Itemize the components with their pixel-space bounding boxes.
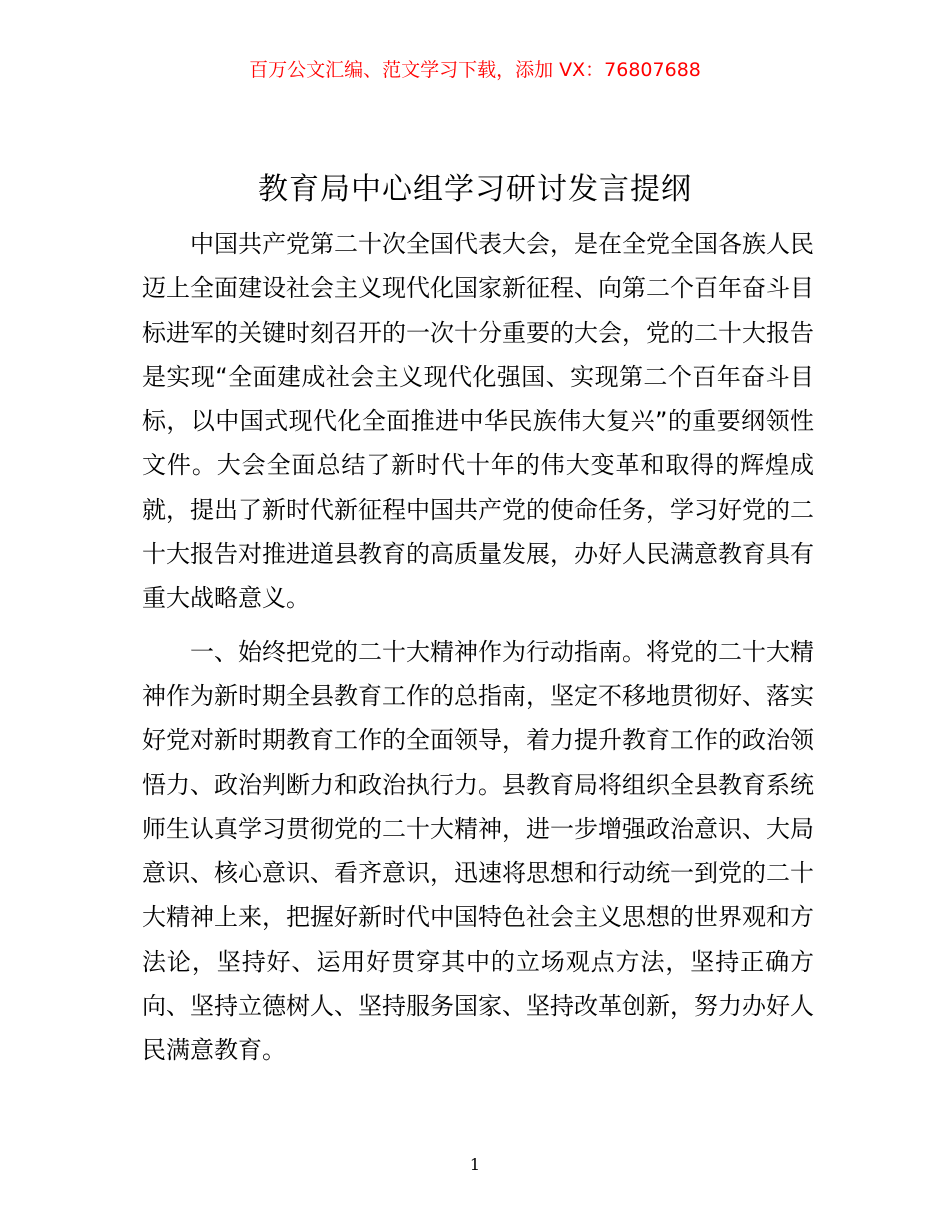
page-number: 1 — [469, 1155, 481, 1174]
paragraph-section-one: 一、始终把党的二十大精神作为行动指南。将党的二十大精神作为新时期全县教育工作的总指南，坚定不移地贯彻好、落实好党对新时期教育工作的全面领导，着力提升教育工作的政治领悟力、政治判断力和政治执行力。县教育局将组织全县教育系统师生认真学习贯彻党的二十大精神，进一步增强政治意识、大局意识、核心意识、看齐意识，迅速将思想和行动统一到党的二十大精神上来，把握好新时代中国特色社会主义思想的世界观和方法论，坚持好、运用好贯穿其中的立场观点方法，坚持正确方向、坚持立德树人、坚持服务国家、坚持改革创新，努力办好人民满意教育。 — [142, 637, 814, 1065]
paragraph-intro: 中国共产党第二十次全国代表大会，是在全党全国各族人民迈上全面建设社会主义现代化国家新征程、向第二个百年奋斗目标进军的关键时刻召开的一次十分重要的大会，党的二十大报告是实现“全面建成社会主义现代化强国、实现第二个百年奋斗目标，以中国式现代化全面推进中华民族伟大复兴”的重要纲领性文件。大会全面总结了新时代十年的伟大变革和取得的辉煌成就，提出了新时代新征程中国共产党的使命任务，学习好党的二十大报告对推进道县教育的高质量发展，办好人民满意教育具有重大战略意义。 — [142, 230, 814, 613]
document-title: 教育局中心组学习研讨发言提纲 — [258, 172, 692, 207]
document-body — [142, 222, 814, 1073]
watermark-banner: 百万公文汇编、范文学习下载，添加 VX：76807688 — [249, 59, 701, 81]
